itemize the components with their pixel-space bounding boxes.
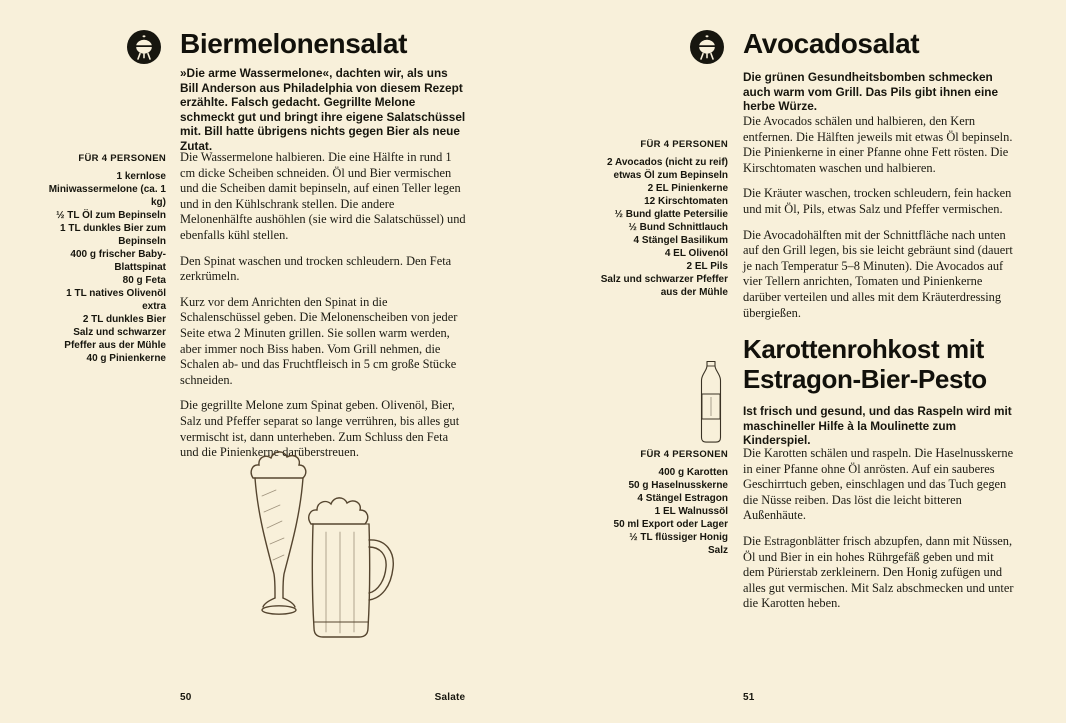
ingredient: etwas Öl zum Bepinseln <box>613 170 728 181</box>
recipe-instructions <box>743 446 1017 622</box>
ingredient: ½ TL flüssiger Honig <box>629 532 728 543</box>
serves-label: FÜR 4 PERSONEN <box>640 449 728 460</box>
recipe-title-karottenrohkost: Karottenrohkost mit Estragon-Bier-Pesto <box>743 334 987 394</box>
page-number-left: 50 <box>180 692 192 703</box>
section-label: Salate <box>434 692 466 703</box>
ingredient: 400 g frischer Baby-Blattspinat <box>70 249 166 273</box>
beer-bottle-illustration <box>697 360 725 446</box>
ingredient-list <box>598 138 728 299</box>
ingredient: 2 EL Pinienkerne <box>647 183 728 194</box>
instruction-step: Die gegrillte Melone zum Spinat geben. Olivenöl, Bier, Salz und Pfeffer separat so lange verrühren, bis alles gut vermischt ist, dann unterheben. Zum Schluss den Feta und die Pinienkerne darüberstreuen. <box>180 398 460 460</box>
ingredient: 2 TL dunkles Bier <box>82 314 166 325</box>
ingredient: Salz und schwarzer Pfeffer aus der Mühle <box>600 274 728 298</box>
recipe-instructions <box>743 114 1017 331</box>
ingredient: 1 TL natives Olivenöl extra <box>66 288 166 312</box>
ingredient: 12 Kirschtomaten <box>644 196 728 207</box>
ingredient-list <box>598 448 728 557</box>
recipe-instructions <box>180 150 467 471</box>
ingredient: 80 g Feta <box>122 275 166 286</box>
ingredient: 4 EL Olivenöl <box>664 248 728 259</box>
instruction-step: Die Estragonblätter frisch abzupfen, dann mit Nüssen, Öl und Bier in ein hohes Rührgefäß geben und mit dem Pürierstab zerkleinern. Den Honig zufügen und alles gut vermischen. Mit Salz abschmecken und unter die Karotten heben. <box>743 533 1014 611</box>
recipe-title-biermelonensalat: Biermelonensalat <box>180 28 408 59</box>
ingredient: Salz und schwarzer Pfeffer aus der Mühle <box>64 327 166 351</box>
recipe-title-avocadosalat: Avocadosalat <box>743 28 920 59</box>
instruction-step: Kurz vor dem Anrichten den Spinat in die Schalenschüssel geben. Die Melonenscheiben von jeder Seite etwa 2 Minuten grillen. Sie sollen warm werden, aber immer noch Biss haben. Vom Grill nehmen, die Schalen ab- und das Fruchtfleisch in 5 cm große Stücke schneiden. <box>180 294 458 387</box>
instruction-step: Die Avocadohälften mit der Schnittfläche nach unten auf den Grill legen, bis sie leicht gebräunt sind (dauert je nach Temperatur 5–8 Minuten). Die Avocados auf vier Tellern anrichten, Tomaten und Pinienkerne darüber verteilen und alles mit dem Kräuterdressing übergießen. <box>743 227 1013 320</box>
ingredient: 1 TL dunkles Bier zum Bepinseln <box>60 223 166 247</box>
ingredient: ½ Bund glatte Petersilie <box>614 209 728 220</box>
serves-label: FÜR 4 PERSONEN <box>78 153 166 164</box>
serves-label: FÜR 4 PERSONEN <box>640 139 728 150</box>
instruction-step: Die Wassermelone halbieren. Die eine Hälfte in rund 1 cm dicke Scheiben schneiden. Öl und Bier vermischen und die Scheiben damit bepinseln, auf einen Teller legen und in den Kühlschrank stellen. Die andere Melonenhälfte aushöhlen (sie wird die Salatschüssel) und ebenfalls kühl stellen. <box>180 150 466 242</box>
grill-icon <box>690 30 724 64</box>
ingredient: 2 Avocados (nicht zu reif) <box>607 157 728 168</box>
ingredient: 4 Stängel Basilikum <box>633 235 728 246</box>
page-number-right: 51 <box>743 692 755 703</box>
grill-icon <box>127 30 161 64</box>
instruction-step: Die Karotten schälen und raspeln. Die Haselnusskerne in einer Pfanne ohne Öl anrösten. Auf ein sauberes Geschirrtuch geben, einschlagen und das Tuch gegen die Nüsse reiben. Das löst die leicht bitteren Außenhäute. <box>743 446 1014 523</box>
ingredient: 2 EL Pils <box>686 261 728 272</box>
ingredient-list <box>40 152 166 365</box>
ingredient: 50 g Haselnusskerne <box>628 480 728 491</box>
recipe-intro: Ist frisch und gesund, und das Raspeln wird mit maschineller Hilfe à la Moulinette zum Kinderspiel. <box>743 404 1012 448</box>
recipe-intro: Die grünen Gesundheitsbomben schmecken auch warm vom Grill. Das Pils gibt ihnen eine herbe Würze. <box>743 70 999 114</box>
recipe-intro: »Die arme Wassermelone«, dachten wir, als uns Bill Anderson aus Philadelphia von diesem Rezept erzählte. Falsch gedacht. Gegrillte Melone schmeckt gut und bringt ihre eigene Salatschüssel mit. Bill hatte übrigens nichts gegen Bier als neue Zutat. <box>180 66 466 153</box>
ingredient: 400 g Karotten <box>658 467 728 478</box>
ingredient: 1 EL Walnussöl <box>654 506 728 517</box>
ingredient: 4 Stängel Estragon <box>637 493 728 504</box>
instruction-step: Die Avocados schälen und halbieren, den Kern entfernen. Die Hälften jeweils mit etwas Öl bepinseln. Die Pinienkerne in einer Pfanne ohne Fett rösten. Die Kirschtomaten waschen und halbieren. <box>743 114 1013 175</box>
ingredient: Salz <box>707 545 728 556</box>
ingredient: ½ TL Öl zum Bepinseln <box>56 210 166 221</box>
instruction-step: Die Kräuter waschen, trocken schleudern, fein hacken und mit Öl, Pils, etwas Salz und Pfeffer vermischen. <box>743 186 1012 216</box>
ingredient: ½ Bund Schnittlauch <box>628 222 728 233</box>
ingredient: 40 g Pinienkerne <box>86 353 166 364</box>
ingredient: 1 kernlose Miniwassermelone (ca. 1 kg) <box>48 171 166 208</box>
beer-glasses-illustration <box>218 446 398 664</box>
instruction-step: Den Spinat waschen und trocken schleudern. Den Feta zerkrümeln. <box>180 253 452 284</box>
ingredient: 50 ml Export oder Lager <box>613 519 728 530</box>
